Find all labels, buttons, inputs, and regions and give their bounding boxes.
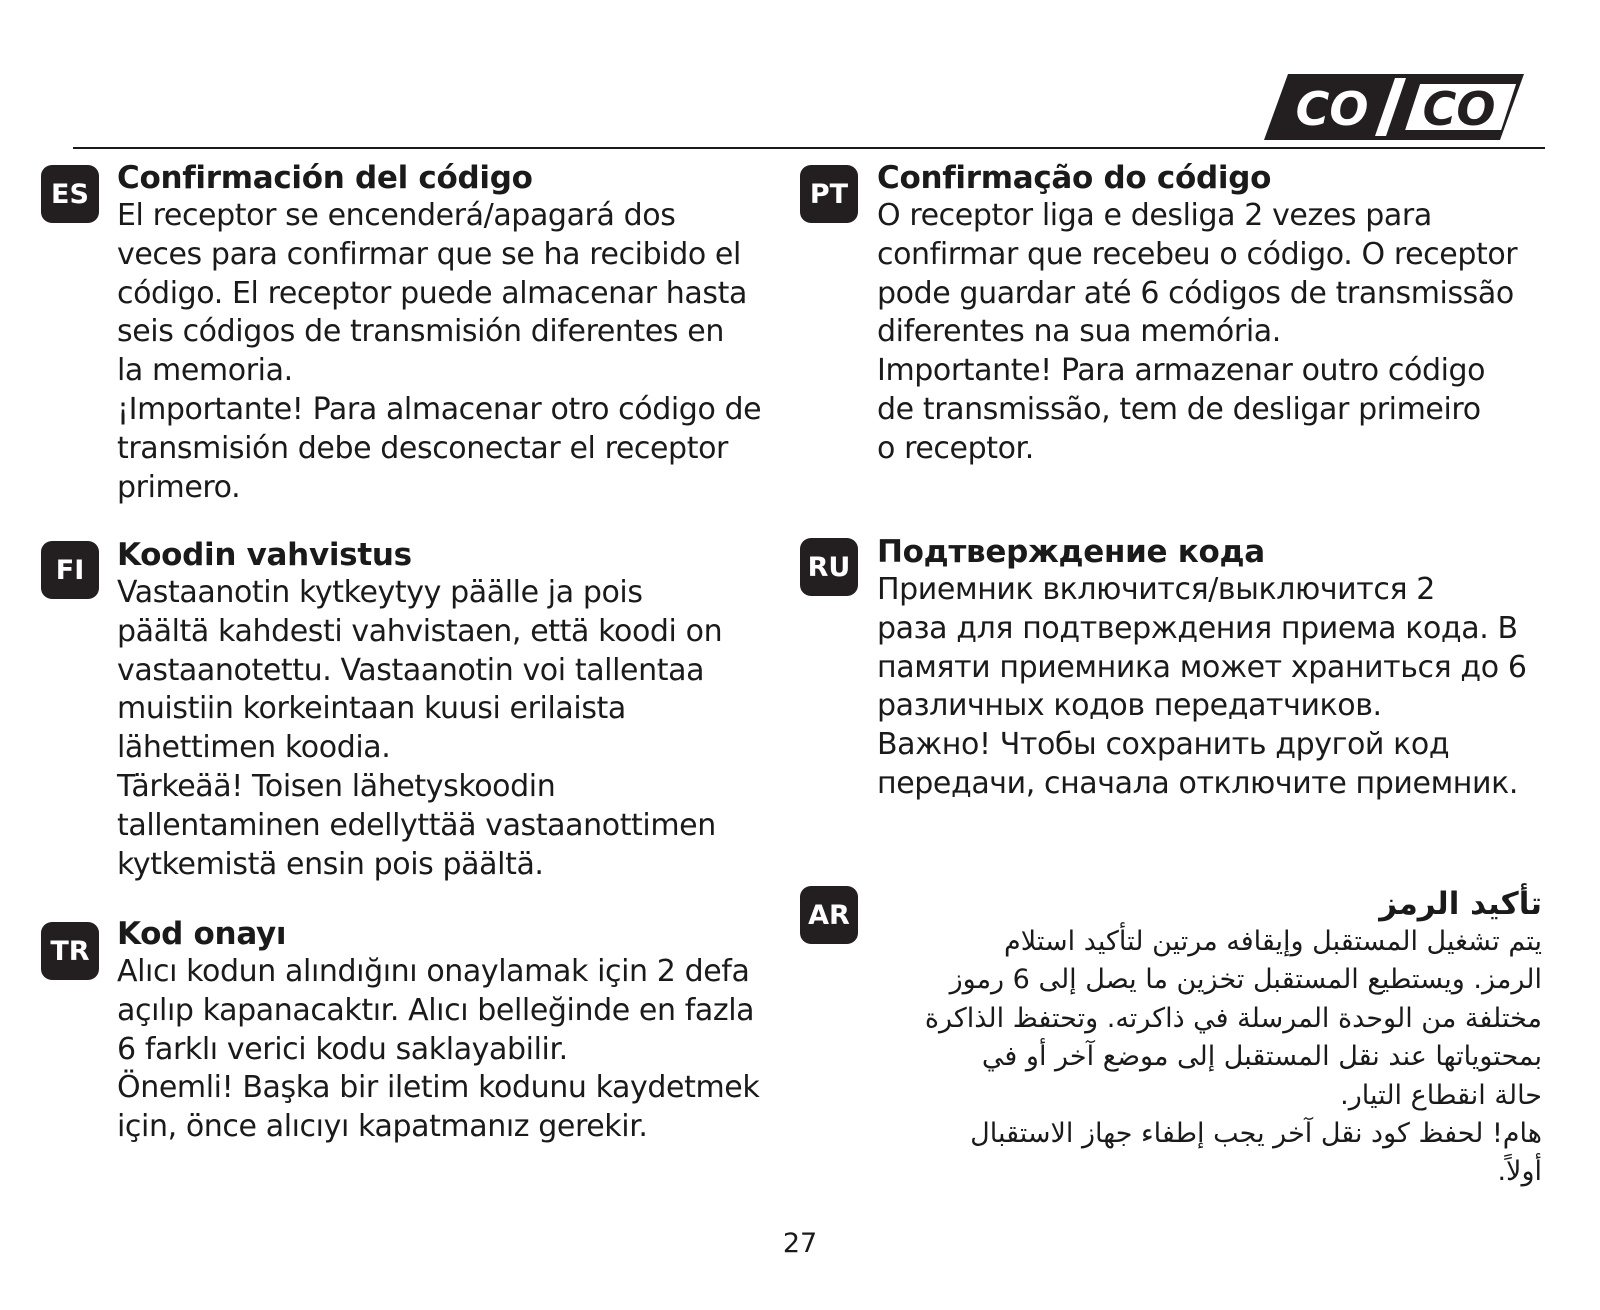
badge-ru: RU [800,538,858,596]
body-line: أولاً. [1497,1156,1542,1188]
body-line: مختلفة من الوحدة المرسلة في ذاكرته. وتحتفظ الذاكرة [924,1002,1542,1034]
body-line: الرمز. ويستطيع المستقبل تخزين ما يصل إلى 6 رموز [949,964,1542,996]
body-line: seis códigos de transmisión diferentes en [117,314,724,350]
body-line: Alıcı kodun alındığını onaylamak için 2 defa [117,954,750,989]
body-line: هام! لحفظ كود نقل آخر يجب إطفاء جهاز الاستقبال [970,1118,1542,1150]
badge-fi: FI [41,541,99,599]
body-line: veces para confirmar que se ha recibido el [117,236,741,272]
body-line: código. El receptor puede almacenar hasta [117,275,747,311]
logo-right-text: CO [1422,82,1496,136]
body-line: حالة انقطاع التيار. [1340,1079,1542,1111]
section-heading: Koodin vahvistus [117,537,412,573]
body-line: için, önce alıcıyı kapatmanız gerekir. [117,1109,648,1145]
body-line: передачи, сначала отключите приемник. [877,765,1518,801]
section-pt [877,159,1517,469]
body-line: lähettimen koodia. [117,730,391,766]
body-line: de transmissão, tem de desligar primeiro [877,391,1481,427]
section-ru [877,533,1527,804]
body-line: раза для подтверждения приема кода. В [877,610,1518,646]
body-line: Importante! Para armazenar outro código [877,353,1486,389]
section-heading: Confirmação do código [877,160,1272,196]
body-line: tallentaminen edellyttää vastaanottimen [117,807,716,843]
body-line: 6 farklı verici kodu saklayabilir. [117,1031,568,1067]
body-line: la memoria. [117,353,293,389]
section-heading: تأكيد الرمز [1379,886,1542,922]
badge-es: ES [41,165,99,223]
body-line: Важно! Чтобы сохранить другой код [877,727,1450,763]
body-line: Vastaanotin kytkeytyy päälle ja pois [117,575,643,610]
body-line: päältä kahdesti vahvistaen, että koodi on [117,613,723,649]
logo-left-text: CO [1295,82,1369,136]
section-heading: Confirmación del código [117,160,533,196]
coco-logo [1262,72,1526,142]
body-line: transmisión debe desconectar el receptor [117,430,728,466]
body-line: Önemli! Başka bir iletim kodunu kaydetmek [117,1070,760,1106]
badge-pt: PT [800,165,858,223]
body-line: vastaanotettu. Vastaanotin voi tallentaa [117,652,705,688]
body-line: muistiin korkeintaan kuusi erilaista [117,691,626,727]
section-heading: Kod onayı [117,916,287,952]
body-line: بمحتوياتها عند نقل المستقبل إلى موضع آخر أو في [981,1041,1542,1073]
section-fi [117,536,722,884]
body-line: يتم تشغيل المستقبل وإيقافه مرتين لتأكيد استلام [1004,926,1542,957]
body-line: различных кодов передатчиков. [877,688,1382,724]
body-line: O receptor liga e desliga 2 vezes para [877,198,1432,233]
page-number: 27 [782,1228,818,1259]
body-line: kytkemistä ensin pois päältä. [117,846,544,882]
header-rule [73,147,1545,149]
section-ar [870,885,1542,1192]
badge-tr: TR [41,922,99,980]
body-line: Приемник включится/выключится 2 [877,572,1435,607]
body-line: confirmar que recebeu o código. O receptor [877,236,1518,272]
body-line: o receptor. [877,430,1034,466]
body-line: primero. [117,469,241,505]
body-line: памяти приемника может храниться до 6 [877,649,1527,685]
body-line: açılıp kapanacaktır. Alıcı belleğinde en fazla [117,992,755,1028]
section-es [117,159,761,507]
body-line: diferentes na sua memória. [877,314,1281,350]
body-line: El receptor se encenderá/apagará dos [117,198,676,233]
body-line: Tärkeää! Toisen lähetyskoodin [117,768,556,804]
section-tr [117,915,759,1147]
section-heading: Подтверждение кода [877,534,1265,570]
badge-ar: AR [800,886,858,944]
body-line: ¡Importante! Para almacenar otro código de [117,391,762,427]
body-line: pode guardar até 6 códigos de transmissão [877,275,1514,311]
